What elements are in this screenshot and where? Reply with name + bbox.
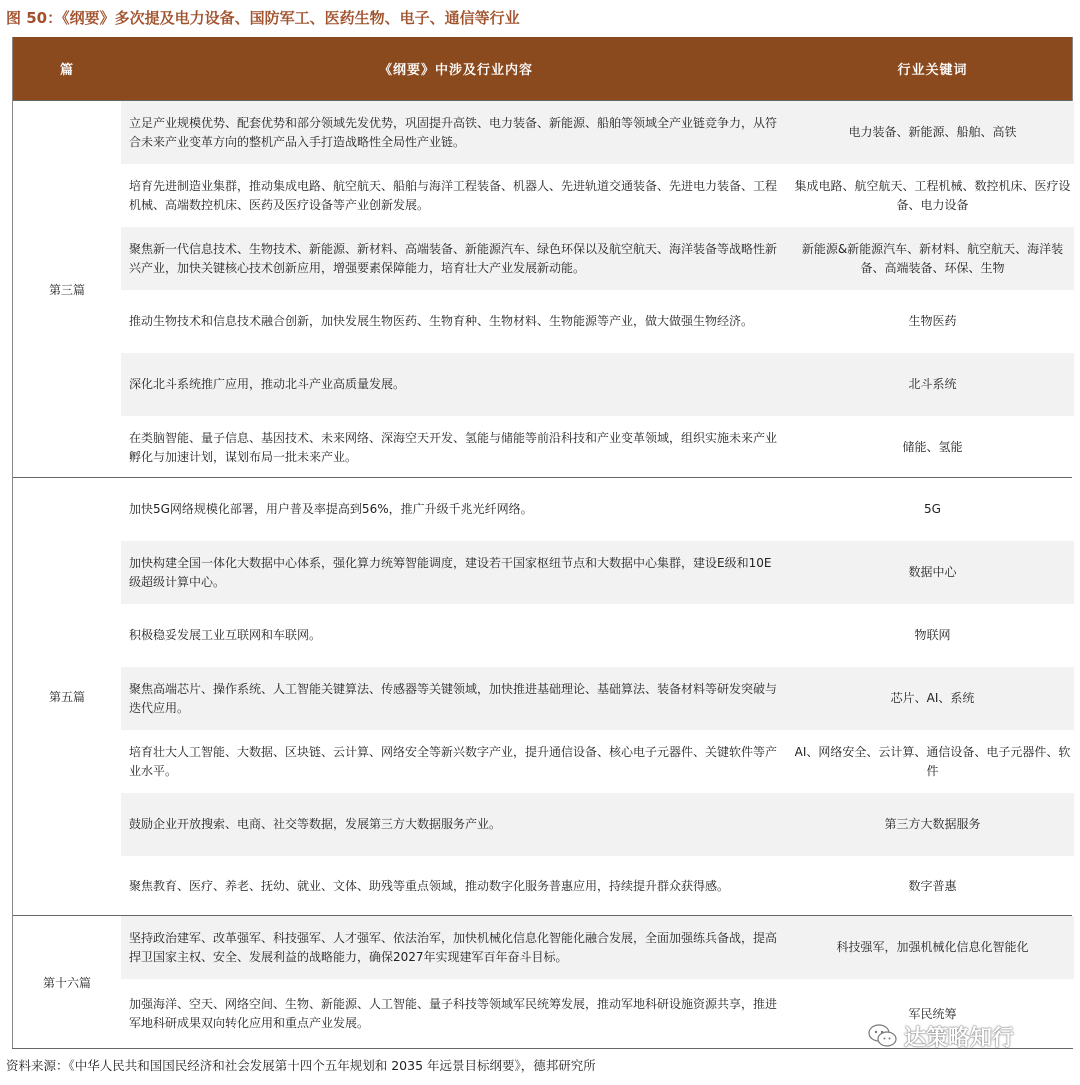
header-chapter: 篇 [59,63,74,78]
watermark-text: 达策略知行 [904,1025,1015,1051]
table-row [121,164,1074,227]
row-content: 在类脑智能、量子信息、基因技术、未来网络、深海空天开发、氢能与储能等前沿科技和产业变革领域，组织实施未来产业孵化与加速计划，谋划布局一批未来产业。 [129,430,778,464]
group-chapter-5 [13,477,1072,915]
row-keyword: 科技强军，加强机械化信息化智能化 [836,940,1029,954]
table-row [121,416,1074,479]
group-chapter-3 [13,100,1072,477]
row-content: 坚持政治建军、改革强军、科技强军、人才强军、依法治军，加快机械化信息化智能化融合发展，全面加强练兵备战，提高捍卫国家主权、安全、发展利益的战略能力，确保2027年实现建军百年奋斗目标。 [129,930,778,964]
row-content: 立足产业规模优势、配套优势和部分领域先发优势，巩固提升高铁、电力装备、新能源、船舶等领域全产业链竞争力，从符合未来产业变革方向的整机产品入手打造战略性全局性产业链。 [129,115,778,149]
watermark [868,1018,1014,1054]
row-content: 加快构建全国一体化大数据中心体系，强化算力统筹智能调度，建设若干国家枢纽节点和大数据中心集群，建设E级和10E级超级计算中心。 [129,555,772,589]
row-content: 培育先进制造业集群，推动集成电路、航空航天、船舶与海洋工程装备、机器人、先进轨道交通装备、先进电力装备、工程机械、高端数控机床、医药及医疗设备等产业创新发展。 [129,178,778,212]
row-content: 鼓励企业开放搜索、电商、社交等数据，发展第三方大数据服务产业。 [129,817,502,831]
wechat-icon [868,1023,898,1049]
row-keyword: 5G [924,502,941,516]
row-keyword: 集成电路、航空航天、工程机械、数控机床、医疗设备、电力设备 [794,178,1071,212]
group-label: 第三篇 [48,282,85,297]
table-row [121,541,1074,604]
industry-table [12,37,1073,1048]
table-row [121,101,1074,164]
row-content: 加快5G网络规模化部署，用户普及率提高到56%，推广升级千兆光纤网络。 [129,502,533,516]
source-note: 资料来源：《中华人民共和国国民经济和社会发展第十四个五年规划和 2035 年远景目标纲要》，德邦研究所 [6,1058,596,1073]
row-keyword: 军民统筹 [908,1006,957,1021]
table-row [121,793,1074,856]
table-row [121,604,1074,667]
row-keyword: 储能、氢能 [902,440,963,454]
row-keyword: 北斗系统 [908,377,957,391]
row-content: 聚焦新一代信息技术、生物技术、新能源、新材料、高端装备、新能源汽车、绿色环保以及航空航天、海洋装备等战略性新兴产业，加快关键核心技术创新应用，增强要素保障能力，培育壮大产业发展新动能。 [129,241,778,275]
row-keyword: 物联网 [914,628,951,642]
row-keyword: 数据中心 [908,565,957,579]
table-row [121,730,1074,793]
row-keyword: 第三方大数据服务 [884,817,981,831]
row-content: 加强海洋、空天、网络空间、生物、新能源、人工智能、量子科技等领域军民统筹发展，推动军地科研设施资源共享，推进军地科研成果双向转化应用和重点产业发展。 [129,997,778,1030]
row-keyword: 芯片、AI、系统 [890,691,975,705]
table-row [121,856,1074,916]
group-label: 第十六篇 [42,975,91,990]
row-keyword: 电力装备、新能源、船舶、高铁 [848,125,1017,139]
table-row [121,353,1074,416]
table-row [121,667,1074,730]
table-row [121,290,1074,353]
row-content: 培育壮大人工智能、大数据、区块链、云计算、网络安全等新兴数字产业，提升通信设备、核心电子元器件、关键软件等产业水平。 [129,744,778,778]
row-content: 深化北斗系统推广应用，推动北斗产业高质量发展。 [129,377,406,391]
figure-title: 图 50：《纲要》多次提及电力设备、国防军工、医药生物、电子、通信等行业 [6,9,520,27]
group-label: 第五篇 [48,690,85,704]
row-keyword: AI、网络安全、云计算、通信设备、电子元器件、软件 [794,744,1071,778]
row-content: 推动生物技术和信息技术融合创新，加快发展生物医药、生物育种、生物材料、生物能源等产业，做大做强生物经济。 [129,314,754,328]
row-content: 聚焦教育、医疗、养老、抚幼、就业、文体、助残等重点领域，推动数字化服务普惠应用，持续提升群众获得感。 [129,878,730,893]
table-header [13,37,1072,100]
row-content: 聚焦高端芯片、操作系统、人工智能关键算法、传感器等关键领域，加快推进基础理论、基础算法、装备材料等研发突破与迭代应用。 [129,681,778,715]
row-keyword: 生物医药 [908,314,957,328]
row-content: 积极稳妥发展工业互联网和车联网。 [129,628,322,642]
table-row [121,227,1074,290]
table-row [121,478,1074,541]
table-row [121,916,1074,979]
header-keyword: 行业关键词 [897,63,968,78]
row-keyword: 数字普惠 [908,878,957,893]
row-keyword: 新能源&新能源汽车、新材料、航空航天、海洋装备、高端装备、环保、生物 [801,241,1064,275]
header-content: 《纲要》中涉及行业内容 [378,63,533,78]
